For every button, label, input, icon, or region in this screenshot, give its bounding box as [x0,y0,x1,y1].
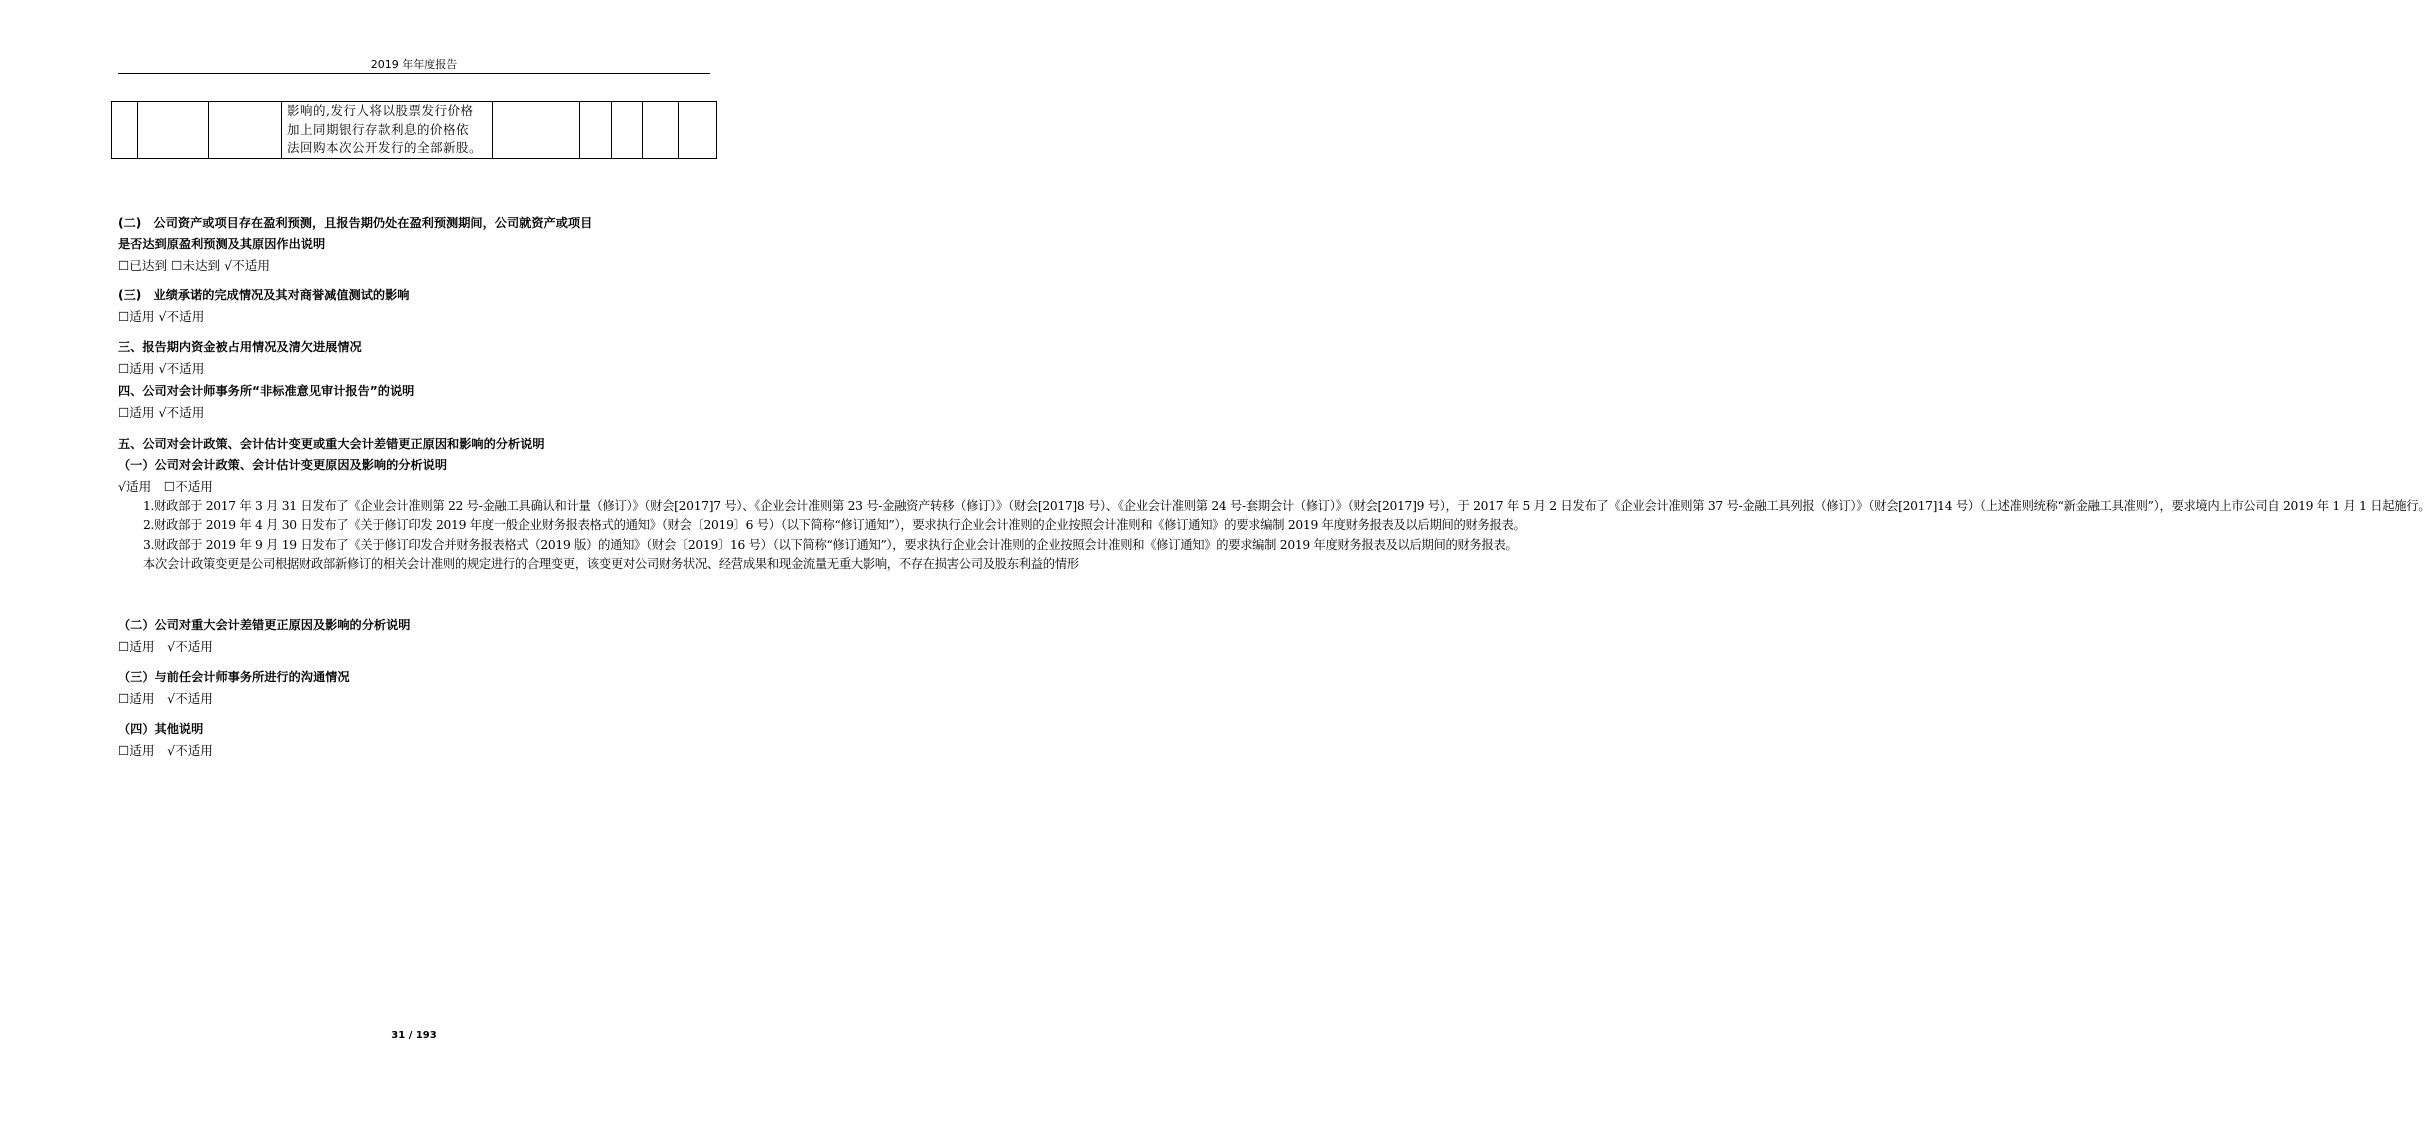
applicability-options: ☐适用 √不适用 [118,742,213,758]
table-cell [209,102,282,159]
table-cell-line: 影响的,发行人将以股票发行价格 [287,103,474,118]
table-cell [580,102,612,159]
applicability-options: ☐适用 √不适用 [118,309,205,324]
table-cell [138,102,209,159]
table-cell [643,102,679,159]
section-heading-profit-forecast: (二) 公司资产或项目存在盈利预测，且报告期仍处在盈利预测期间，公司就资产或项目 [118,216,593,230]
applicability-options: ☐适用 √不适用 [118,690,213,706]
applicability-options: ☐适用 √不适用 [118,361,205,376]
table-cell [112,102,138,159]
page-number: 31 / 193 [391,1030,437,1041]
table-cell [679,102,717,159]
subsection-heading-error-correction: （二）公司对重大会计差错更正原因及影响的分析说明 [118,617,411,632]
section-heading-performance-commitment: (三) 业绩承诺的完成情况及其对商誉减值测试的影响 [118,288,410,302]
table-cell [612,102,643,159]
applicability-options: ☐已达到 ☐未达到 √不适用 [118,258,270,273]
document-body [118,213,2430,761]
section-heading-nonstandard-audit: 四、公司对会计师事务所“非标准意见审计报告”的说明 [118,384,415,398]
table-cell [493,102,580,159]
table-row [112,102,717,159]
policy-paragraph-1: 1.财政部于 2017 年 3 月 31 日发布了《企业会计准则第 22 号-金融工具确认和计量（修订）》（财会[2017]7 号）、《企业会计准则第 23 号-金融资产转移（修订）》（财会[2017]8 号）、《企业会计准则第 24 号-套期会计（修订）》（财会[2017]9 号），于 2017 年 5 月 2 日发布了《企业会计准则第 37 号-金融工具列报（修订）》（财会[2017]14 号）（上述准则统称“新金融工具准则”），要求境内上市公司自 2019 年 1 月 1 日起施行。 [143,499,2430,513]
applicability-options: ☐适用 √不适用 [118,405,205,420]
section-heading-funds-occupation: 三、报告期内资金被占用情况及清欠进展情况 [118,340,362,354]
section-heading-accounting-policy: 五、公司对会计政策、会计估计变更或重大会计差错更正原因和影响的分析说明 [118,437,545,451]
table-cell-commitment-text [282,102,493,159]
applicability-options: ☐适用 √不适用 [118,638,213,654]
subsection-heading-predecessor-auditor: （三）与前任会计师事务所进行的沟通情况 [118,669,350,684]
table-cell-line: 加上同期银行存款利息的价格依 [287,121,470,137]
applicability-options: √适用 ☐不适用 [118,479,213,494]
table-cell-line: 法回购本次公开发行的全部新股。 [287,140,483,155]
page-header-title: 2019 年年度报告 [370,58,458,71]
policy-paragraph-4: 本次会计政策变更是公司根据财政部新修订的相关会计准则的规定进行的合理变更，该变更对公司财务状况、经营成果和现金流量无重大影响，不存在损害公司及股东利益的情形 [143,557,1079,572]
header-divider [118,73,710,74]
policy-paragraph-3: 3.财政部于 2019 年 9 月 19 日发布了《关于修订印发合并财务报表格式（2019 版）的通知》（财会〔2019〕16 号）（以下简称“修订通知”），要求执行企业会计准则的企业按照会计准则和《修订通知》的要求编制 2019 年度财务报表及以后期间的财务报表。 [143,537,1518,552]
subsection-heading-other-notes: （四）其他说明 [118,721,204,736]
subsection-heading-policy-change: （一）公司对会计政策、会计估计变更原因及影响的分析说明 [118,458,448,472]
policy-paragraph-2: 2.财政部于 2019 年 4 月 30 日发布了《关于修订印发 2019 年度一般企业财务报表格式的通知》（财会〔2019〕6 号）（以下简称“修订通知”），要求执行企业会计准则的企业按照会计准则和《修订通知》的要求编制 2019 年度财务报表及以后期间的财务报表。 [143,518,1526,533]
commitment-table-continuation [111,101,717,159]
section-heading-profit-forecast-cont: 是否达到原盈利预测及其原因作出说明 [118,237,326,251]
